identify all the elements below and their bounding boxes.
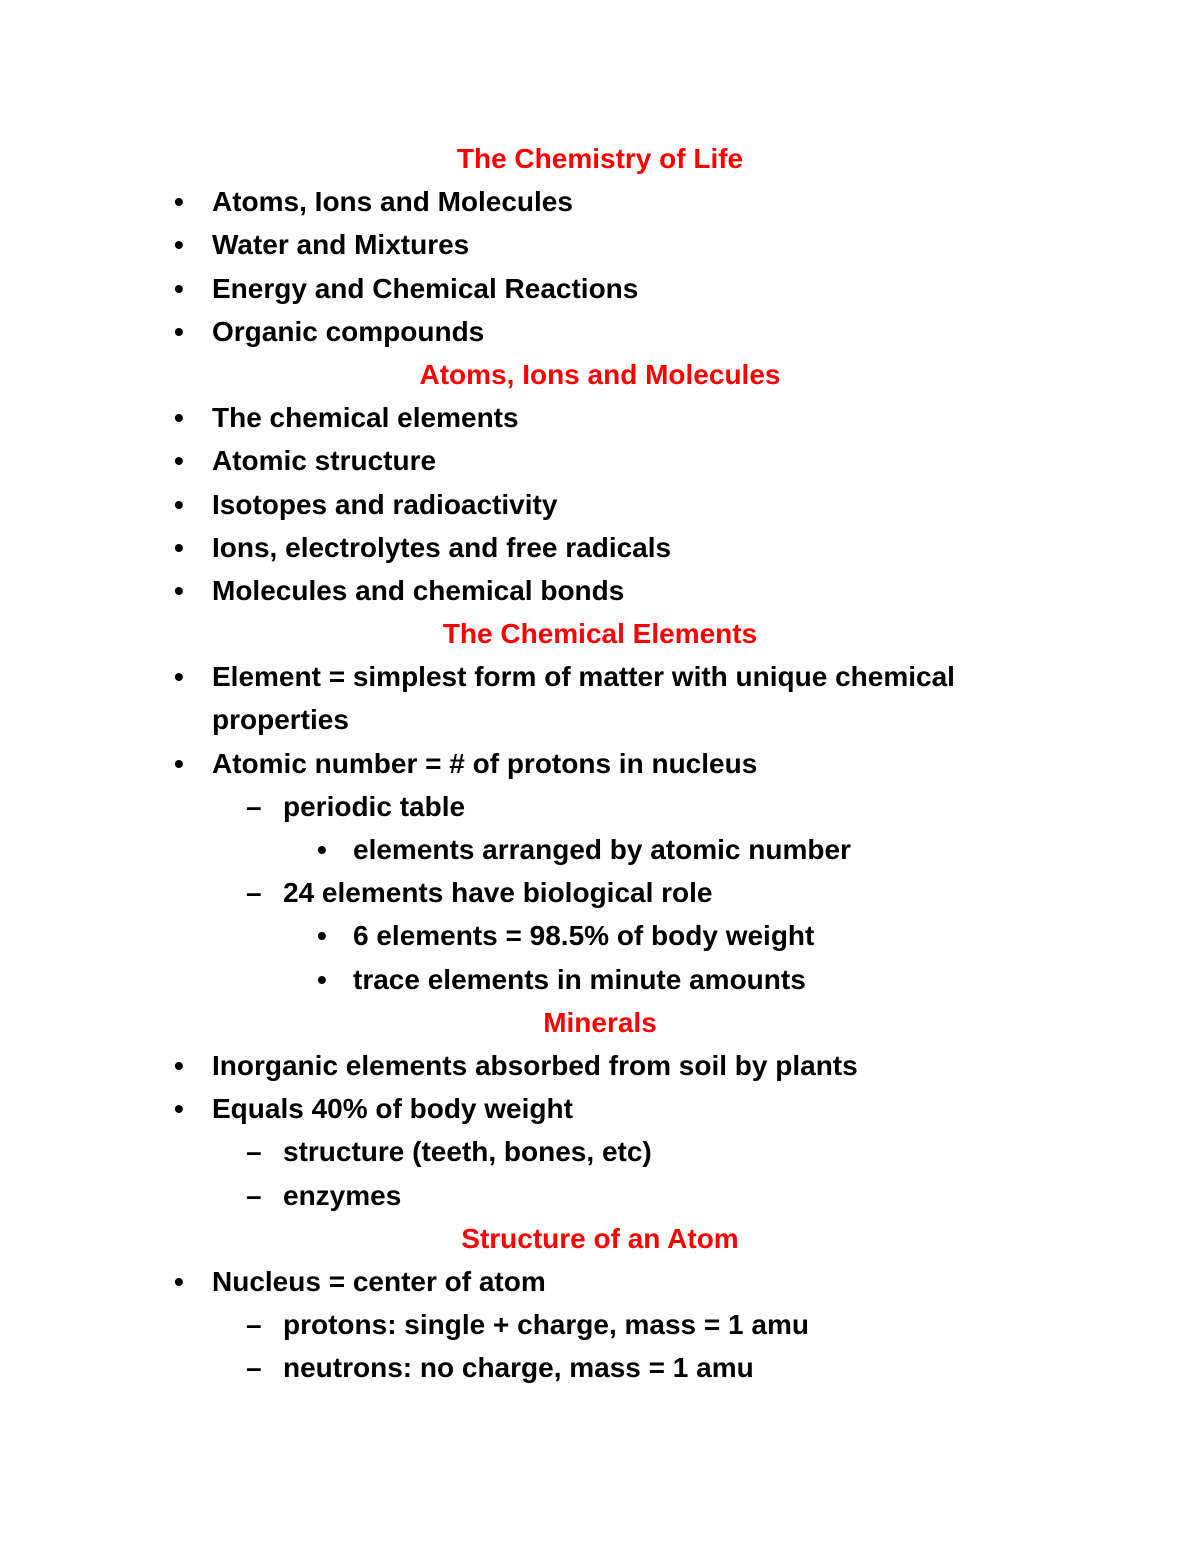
list-item-text: The chemical elements bbox=[212, 402, 519, 434]
bullet-icon: • bbox=[174, 402, 184, 434]
sub-list-item-text: protons: single + charge, mass = 1 amu bbox=[283, 1309, 809, 1341]
list-item-continuation bbox=[0, 698, 1200, 741]
bullet-icon: • bbox=[174, 315, 184, 347]
bullet-icon: • bbox=[317, 834, 327, 865]
sub-list-item bbox=[0, 871, 1200, 914]
sub-sub-list-item-text: elements arranged by atomic number bbox=[353, 834, 851, 865]
bullet-icon: • bbox=[174, 1093, 184, 1125]
bullet-icon: • bbox=[317, 963, 327, 995]
list-item bbox=[0, 742, 1200, 785]
heading-chemistry-of-life: The Chemistry of Life bbox=[456, 143, 744, 174]
sub-sub-list-item-text: 6 elements = 98.5% of body weight bbox=[353, 920, 815, 952]
list-item bbox=[0, 1044, 1200, 1087]
sub-sub-list-item-text: trace elements in minute amounts bbox=[353, 963, 806, 995]
sub-list-item-text: neutrons: no charge, mass = 1 amu bbox=[283, 1352, 754, 1384]
sub-sub-list-item bbox=[0, 828, 1200, 871]
list-item-text: Energy and Chemical Reactions bbox=[212, 272, 639, 304]
list-item-text: properties bbox=[212, 704, 349, 736]
list-item-text: Atoms, Ions and Molecules bbox=[212, 186, 573, 218]
bullet-icon: • bbox=[174, 747, 184, 779]
dash-icon: – bbox=[246, 1136, 262, 1168]
list-item bbox=[0, 439, 1200, 482]
bullet-icon: • bbox=[174, 574, 184, 606]
sub-list-item bbox=[0, 1130, 1200, 1173]
heading-chemical-elements: The Chemical Elements bbox=[442, 618, 758, 650]
list-item bbox=[0, 526, 1200, 569]
sub-list-item bbox=[0, 785, 1200, 828]
dash-icon: – bbox=[246, 877, 262, 909]
sub-sub-list-item bbox=[0, 914, 1200, 957]
list-item bbox=[0, 483, 1200, 526]
heading-atoms-ions-molecules: Atoms, Ions and Molecules bbox=[419, 358, 781, 390]
list-item bbox=[0, 223, 1200, 266]
sub-list-item-text: 24 elements have biological role bbox=[283, 877, 713, 909]
bullet-icon: • bbox=[174, 661, 184, 693]
sub-list-item bbox=[0, 1303, 1200, 1346]
list-item-text: Ions, electrolytes and free radicals bbox=[212, 531, 672, 563]
dash-icon: – bbox=[246, 1179, 262, 1211]
bullet-icon: • bbox=[174, 488, 184, 520]
sub-sub-list-item bbox=[0, 958, 1200, 1001]
bullet-icon: • bbox=[174, 1265, 184, 1297]
list-item bbox=[0, 396, 1200, 439]
list-item bbox=[0, 655, 1200, 698]
sub-list-item bbox=[0, 1174, 1200, 1217]
sub-list-item bbox=[0, 1346, 1200, 1389]
list-item bbox=[0, 310, 1200, 353]
list-item bbox=[0, 569, 1200, 612]
bullet-icon: • bbox=[317, 920, 327, 952]
dash-icon: – bbox=[246, 790, 262, 822]
list-item-text: Atomic number = # of protons in nucleus bbox=[212, 747, 758, 779]
bullet-icon: • bbox=[174, 229, 184, 261]
list-item-text: Molecules and chemical bonds bbox=[212, 574, 625, 606]
bullet-icon: • bbox=[174, 272, 184, 304]
list-item-text: Nucleus = center of atom bbox=[212, 1265, 546, 1297]
list-item bbox=[0, 1260, 1200, 1303]
list-item bbox=[0, 267, 1200, 310]
sub-list-item-text: structure (teeth, bones, etc) bbox=[283, 1136, 652, 1168]
sub-list-item-text: enzymes bbox=[283, 1179, 402, 1211]
list-item-text: Organic compounds bbox=[212, 315, 485, 347]
bullet-icon: • bbox=[174, 445, 184, 477]
dash-icon: – bbox=[246, 1309, 262, 1341]
heading-minerals: Minerals bbox=[543, 1006, 657, 1038]
bullet-icon: • bbox=[174, 1049, 184, 1081]
list-item-text: Inorganic elements absorbed from soil by plants bbox=[212, 1049, 858, 1081]
list-item-text: Water and Mixtures bbox=[212, 229, 470, 261]
dash-icon: – bbox=[246, 1352, 262, 1384]
list-item-text: Isotopes and radioactivity bbox=[212, 488, 558, 520]
list-item-text: Element = simplest form of matter with unique chemical bbox=[212, 661, 955, 693]
list-item bbox=[0, 180, 1200, 223]
heading-structure-of-atom: Structure of an Atom bbox=[461, 1222, 739, 1254]
bullet-icon: • bbox=[174, 531, 184, 563]
list-item-text: Equals 40% of body weight bbox=[212, 1093, 573, 1125]
list-item-text: Atomic structure bbox=[212, 445, 437, 477]
document-page bbox=[0, 137, 1200, 1389]
sub-list-item-text: periodic table bbox=[283, 790, 466, 822]
list-item bbox=[0, 1087, 1200, 1130]
bullet-icon: • bbox=[174, 186, 184, 218]
